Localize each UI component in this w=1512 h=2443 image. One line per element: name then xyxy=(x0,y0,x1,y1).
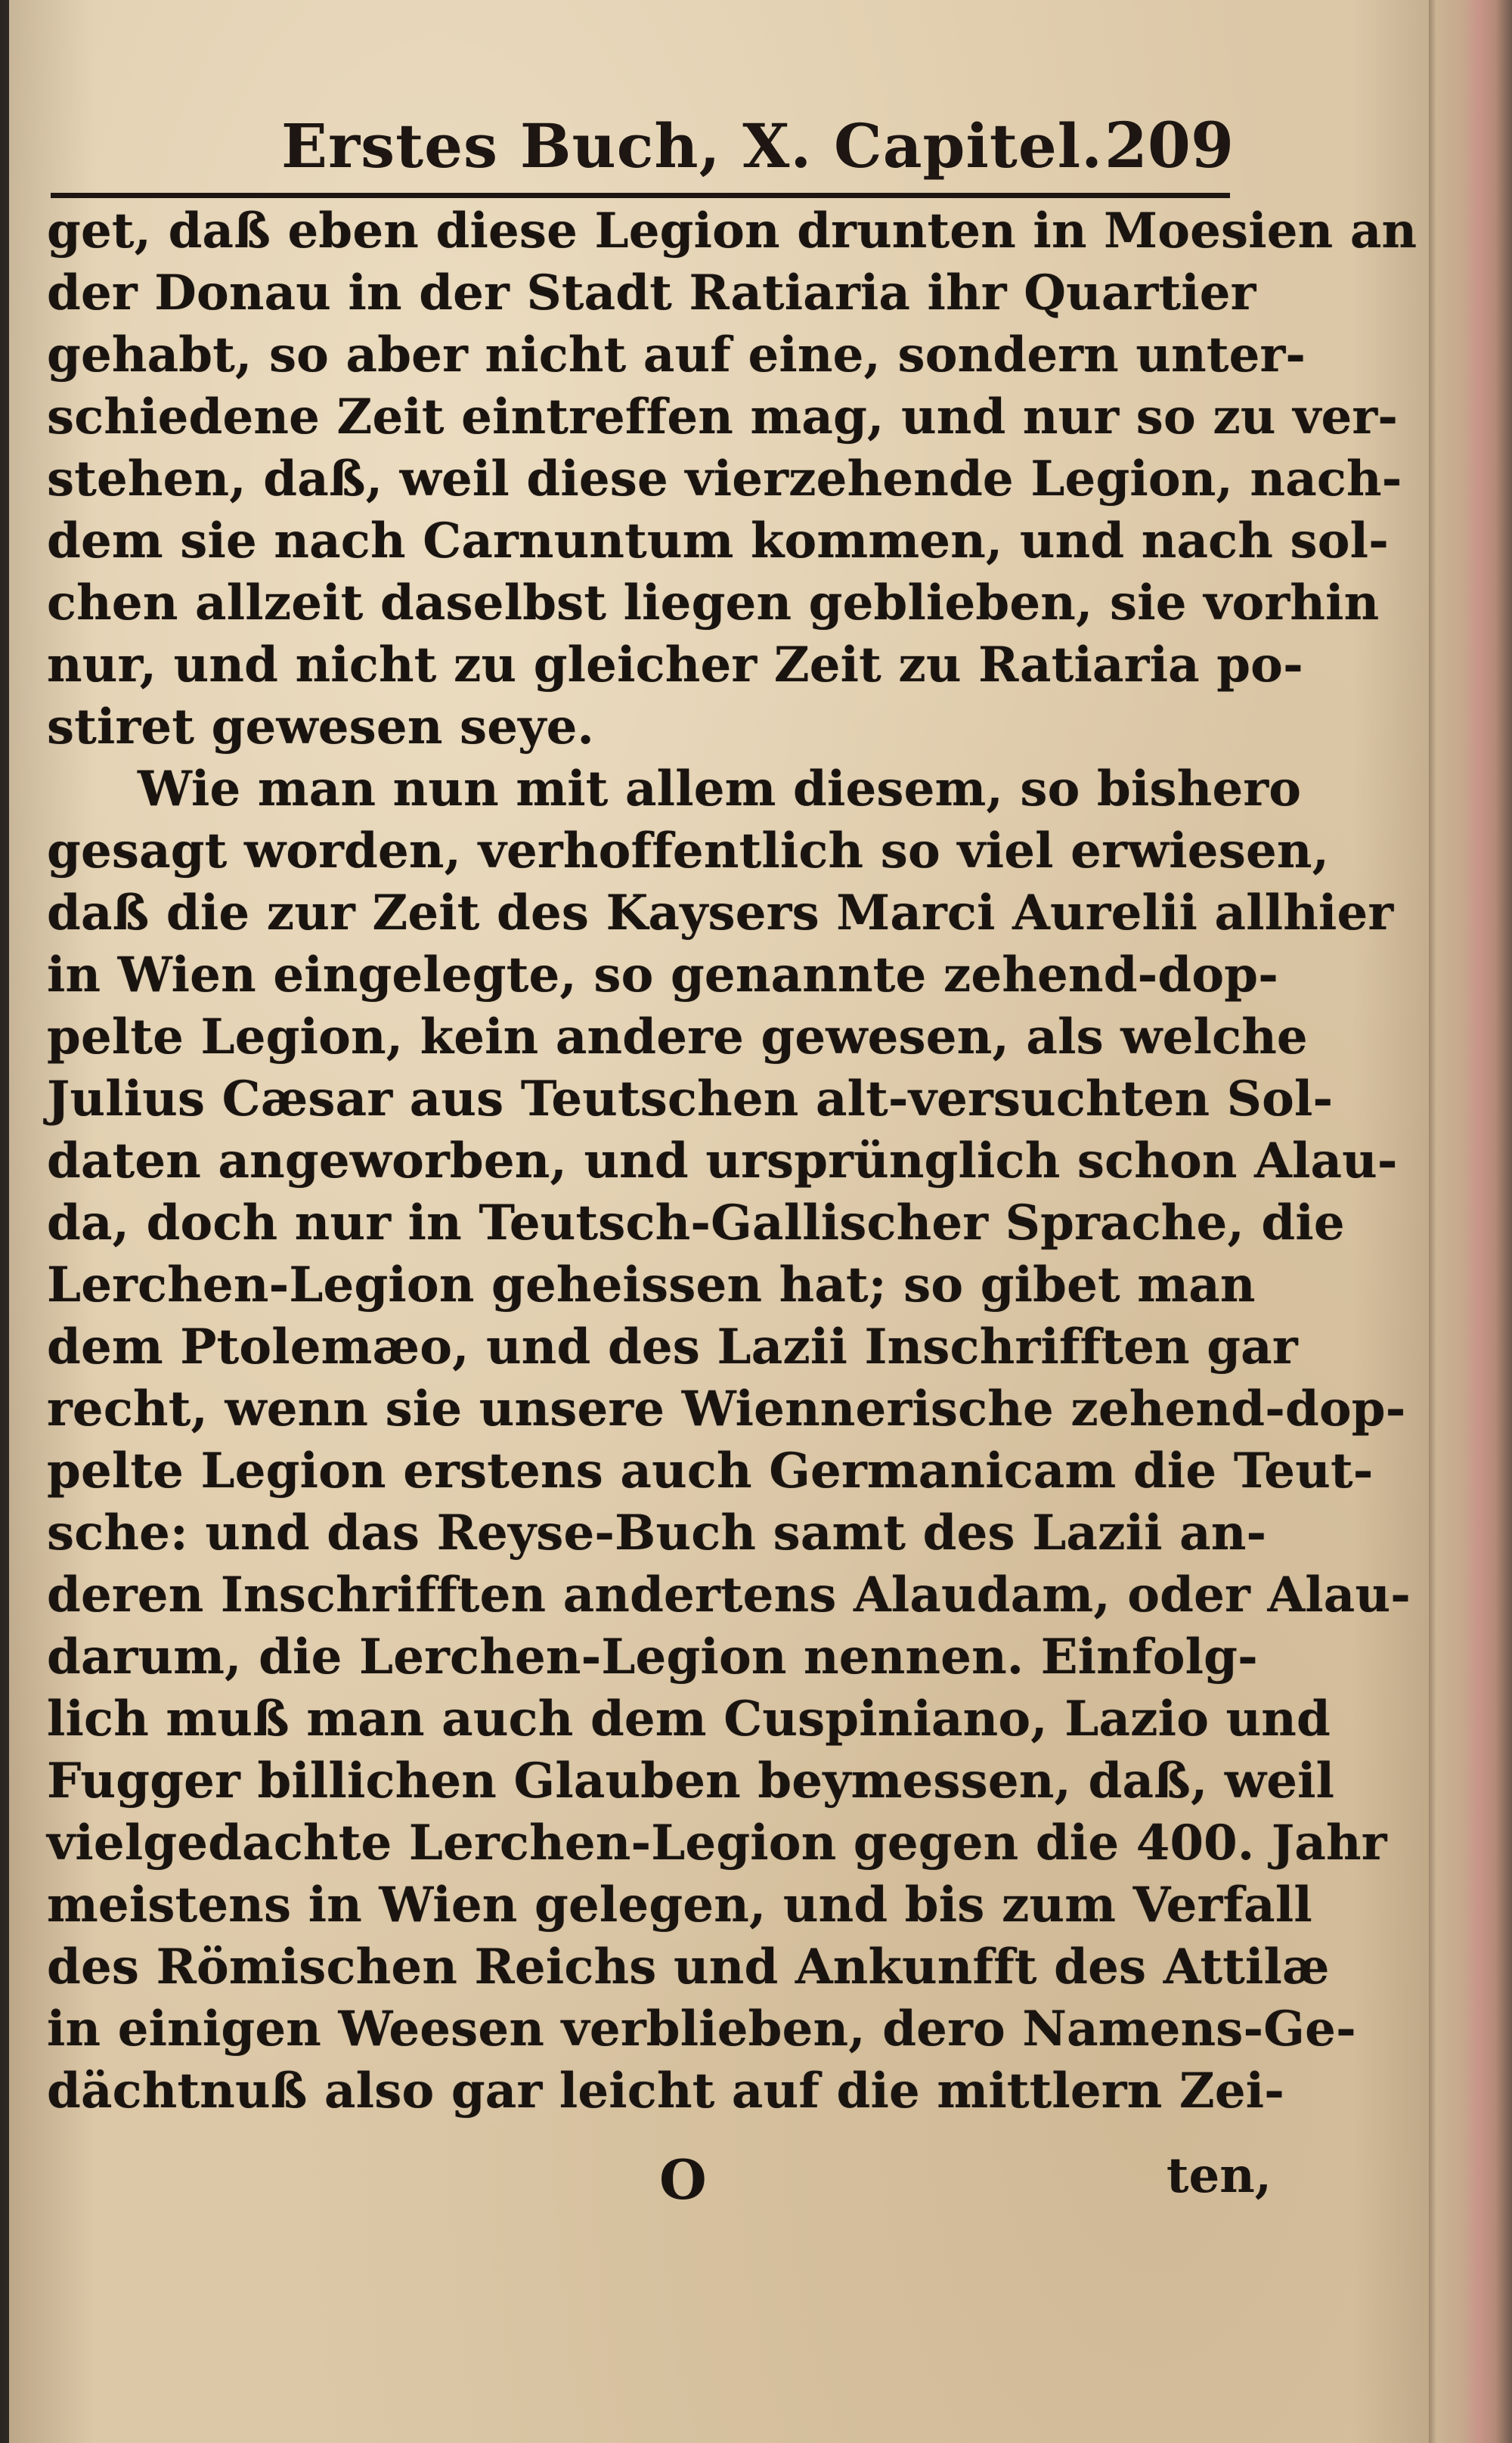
text-line: vielgedachte Lerchen-Legion gegen die 400. Jahr xyxy=(47,1815,1387,1871)
text-line: daß die zur Zeit des Kaysers Marci Aurelii allhier xyxy=(47,885,1394,941)
text-line: in Wien eingelegte, so genannte zehend-dop- xyxy=(47,947,1278,1003)
text-line: Julius Cæsar aus Teutschen alt-versuchten Sol- xyxy=(47,1071,1334,1127)
page-header xyxy=(281,110,1234,185)
text-line: dem sie nach Carnuntum kommen, und nach sol- xyxy=(47,513,1389,569)
text-line: dem Ptolemæo, und des Lazii Inschrifften gar xyxy=(47,1319,1298,1375)
text-line: da, doch nur in Teutsch-Gallischer Sprache, die xyxy=(47,1195,1345,1251)
text-line: get, daß eben diese Legion drunten in Moesien an xyxy=(47,203,1418,259)
paragraph-start-line: Wie man nun mit allem diesem, so bishero xyxy=(138,761,1302,817)
text-line: sche: und das Reyse-Buch samt des Lazii an- xyxy=(47,1505,1267,1561)
text-line: gehabt, so aber nicht auf eine, sondern unter- xyxy=(47,327,1306,383)
body-text xyxy=(47,200,1418,2122)
text-line: meistens in Wien gelegen, und bis zum Verfall xyxy=(47,1877,1312,1933)
text-line: schiedene Zeit eintreffen mag, und nur so zu ver- xyxy=(47,389,1399,445)
text-line: darum, die Lerchen-Legion nennen. Einfolg- xyxy=(47,1629,1258,1685)
text-line: Lerchen-Legion geheissen hat; so gibet man xyxy=(47,1257,1256,1313)
running-head: Erstes Buch, X. Capitel. xyxy=(281,110,1103,181)
catchword: ten, xyxy=(1166,2147,1272,2204)
text-line: daten angeworben, und ursprünglich schon Alau- xyxy=(47,1133,1398,1189)
text-line: pelte Legion, kein andere gewesen, als welche xyxy=(47,1009,1308,1065)
text-line: Fugger billichen Glauben beymessen, daß, weil xyxy=(47,1753,1335,1809)
text-line: recht, wenn sie unsere Wiennerische zehend-dop- xyxy=(47,1381,1406,1437)
text-line: deren Inschrifften andertens Alaudam, oder Alau- xyxy=(47,1567,1411,1623)
text-line: in einigen Weesen verblieben, dero Namens-Ge- xyxy=(47,2001,1356,2057)
text-line: stiret gewesen seye. xyxy=(47,699,594,755)
text-line: chen allzeit daselbst liegen geblieben, sie vorhin xyxy=(47,575,1380,631)
text-line: gesagt worden, verhoffentlich so viel erwiesen, xyxy=(47,823,1330,879)
header-rule xyxy=(51,193,1230,198)
signature-mark: O xyxy=(659,2147,707,2212)
text-line: stehen, daß, weil diese vierzehende Legion, nach- xyxy=(47,451,1402,507)
page xyxy=(9,0,1438,2443)
page-number: 209 xyxy=(1104,110,1234,182)
text-line: pelte Legion erstens auch Germanicam die Teut- xyxy=(47,1443,1374,1499)
text-line: des Römischen Reichs und Ankunfft des Attilæ xyxy=(47,1939,1330,1995)
page-footer xyxy=(47,2147,1272,2215)
text-line: lich muß man auch dem Cuspiniano, Lazio und xyxy=(47,1691,1331,1747)
text-line: dächtnuß also gar leicht auf die mittlern Zei- xyxy=(47,2063,1285,2119)
page-fore-edge xyxy=(1429,0,1512,2443)
text-line: der Donau in der Stadt Ratiaria ihr Quartier xyxy=(47,265,1256,321)
text-line: nur, und nicht zu gleicher Zeit zu Ratiaria po- xyxy=(47,637,1303,693)
